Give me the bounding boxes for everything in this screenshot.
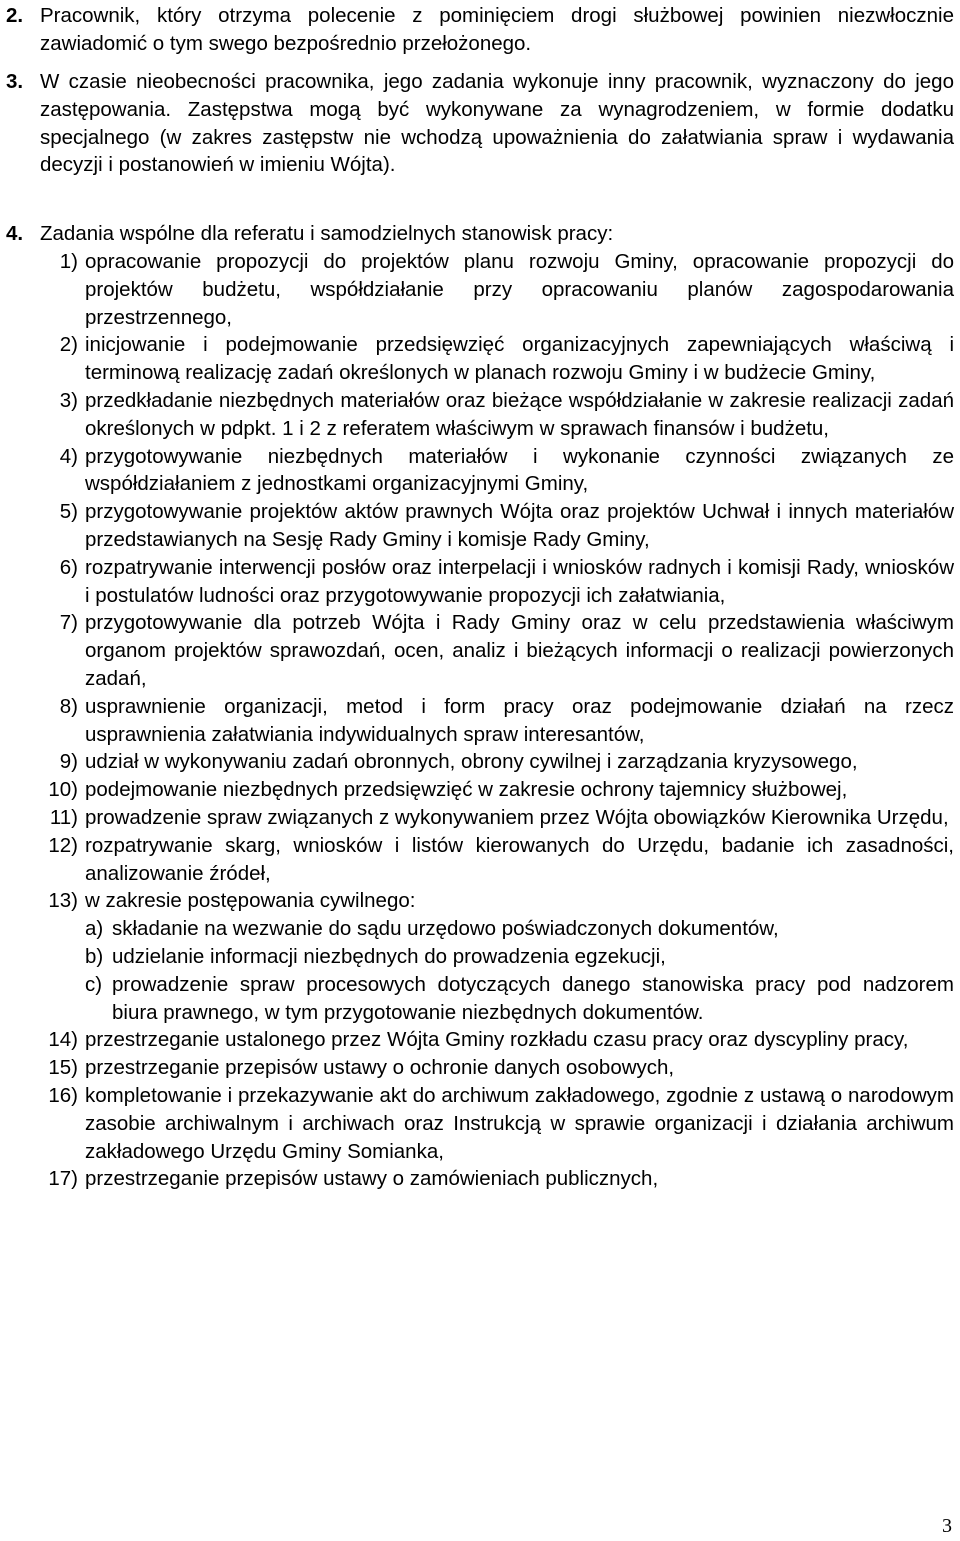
list-item-number: 2) <box>59 333 78 357</box>
list-item-number: 3) <box>59 388 78 412</box>
list-item-number: 16) <box>48 1083 78 1107</box>
list-item-number: 5) <box>59 500 78 524</box>
sub-list-item-letter: b) <box>85 944 104 968</box>
sub-list-item <box>0 915 954 943</box>
list-item-text: udział w wykonywaniu zadań obronnych, obrony cywilnej i zarządzania kryzysowego, <box>85 750 858 774</box>
paragraph-text: Pracownik, który otrzyma polecenie z pominięciem drogi służbowej powinien niezwłocznie zawiadomić o tym swego bezpośrednio przełożonego. <box>40 4 954 55</box>
list-item-number: 11) <box>49 805 78 829</box>
paragraph-2 <box>6 2 954 58</box>
list-item-text: prowadzenie spraw związanych z wykonywaniem przez Wójta obowiązków Kierownika Urzędu, <box>85 805 949 829</box>
sub-list-item-letter: a) <box>85 917 104 941</box>
list-item <box>0 498 954 554</box>
list-item <box>0 387 954 443</box>
list-item-text: przygotowywanie niezbędnych materiałów i wykonanie czynności związanych ze współdziałaniem z jednostkami organizacyjnymi Gminy, <box>85 444 954 496</box>
task-list <box>0 248 954 1193</box>
list-item-text: opracowanie propozycji do projektów planu rozwoju Gminy, opracowanie propozycji do projektów budżetu, współdziałanie przy opracowaniu planów zagospodarowania przestrzennego, <box>85 250 954 329</box>
list-item <box>0 1054 954 1082</box>
list-item <box>0 248 954 331</box>
list-item-text: przestrzeganie przepisów ustawy o ochronie danych osobowych, <box>85 1056 675 1080</box>
list-item <box>0 1026 954 1054</box>
paragraph-number: 4. <box>6 222 24 245</box>
list-item-number: 7) <box>59 611 78 635</box>
sub-list-item <box>0 943 954 971</box>
list-item-number: 6) <box>59 555 78 579</box>
list-item-text: usprawnienie organizacji, metod i form pracy oraz podejmowanie działań na rzecz usprawnienia załatwiania indywidualnych spraw interesantów, <box>85 694 954 746</box>
list-item-number: 12) <box>48 833 78 857</box>
list-item-text: rozpatrywanie skarg, wniosków i listów kierowanych do Urzędu, badanie ich zasadności, analizowanie źródeł, <box>85 833 954 885</box>
list-item <box>0 748 954 776</box>
list-item-number: 8) <box>59 694 78 718</box>
sub-list-item-letter: c) <box>85 972 103 996</box>
list-item <box>0 1165 954 1193</box>
list-item <box>0 331 954 387</box>
list-item-text: przestrzeganie ustalonego przez Wójta Gminy rozkładu czasu pracy oraz dyscypliny pracy, <box>85 1028 909 1052</box>
list-item-number: 9) <box>59 750 78 774</box>
list-item-number: 13) <box>48 889 78 913</box>
list-item-number: 1) <box>59 250 78 273</box>
sub-list-item-text: prowadzenie spraw procesowych dotyczących danego stanowiska pracy pod nadzorem biura prawnego, w tym przygotowanie niezbędnych dokumentów. <box>112 972 954 1024</box>
list-item-text: inicjowanie i podejmowanie przedsięwzięć organizacyjnych zapewniających właściwą i terminową realizację zadań określonych w planach rozwoju Gminy i w budżecie Gminy, <box>85 333 954 385</box>
page-number: 3 <box>942 1515 952 1537</box>
list-item <box>0 693 954 749</box>
list-item-number: 4) <box>59 444 78 468</box>
list-item <box>0 804 954 832</box>
list-item-text: podejmowanie niezbędnych przedsięwzięć w zakresie ochrony tajemnicy służbowej, <box>85 778 848 802</box>
list-item <box>0 554 954 610</box>
list-item <box>0 776 954 804</box>
paragraph-4 <box>6 220 954 248</box>
paragraph-text: W czasie nieobecności pracownika, jego zadania wykonuje inny pracownik, wyznaczony do jego zastępowania. Zastępstwa mogą być wykonywane za wynagrodzeniem, w formie dodatku specjalnego (w zakres zastępstw nie wchodzą upoważnienia do załatwiania spraw i wydawania decyzji i postanowień w imieniu Wójta). <box>40 70 954 177</box>
list-item-text: przestrzeganie przepisów ustawy o zamówieniach publicznych, <box>85 1167 659 1191</box>
list-item-number: 14) <box>48 1028 78 1052</box>
sub-list-item-text: składanie na wezwanie do sądu urzędowo poświadczonych dokumentów, <box>112 917 779 941</box>
list-item-number: 15) <box>48 1056 78 1080</box>
list-item-text: przygotowywanie projektów aktów prawnych Wójta oraz projektów Uchwał i innych materiałów przedstawianych na Sesję Rady Gminy i komisje Rady Gminy, <box>85 500 954 551</box>
list-item <box>0 609 954 692</box>
paragraph-number: 2. <box>6 4 24 27</box>
paragraph-number: 3. <box>6 70 24 93</box>
list-item <box>0 443 954 499</box>
list-item-text: rozpatrywanie interwencji posłów oraz interpelacji i wniosków radnych i komisji Rady, wniosków i postulatów ludności oraz przygotowywanie propozycji ich załatwiania, <box>85 555 954 607</box>
list-item <box>0 887 954 915</box>
list-item-text: przygotowywanie dla potrzeb Wójta i Rady Gminy oraz w celu przedstawienia właściwym organom projektów sprawozdań, ocen, analiz i bieżących informacji o realizacji powierzonych zadań, <box>85 611 954 690</box>
list-item-text: przedkładanie niezbędnych materiałów oraz bieżące współdziałanie w zakresie realizacji zadań określonych w pdpkt. 1 i 2 z referatem właściwym w sprawach finansów i budżetu, <box>85 388 954 440</box>
list-item <box>0 832 954 888</box>
list-item-text: w zakresie postępowania cywilnego: <box>85 889 416 913</box>
sub-list-item-text: udzielanie informacji niezbędnych do prowadzenia egzekucji, <box>112 944 666 968</box>
list-item-text: kompletowanie i przekazywanie akt do archiwum zakładowego, zgodnie z ustawą o narodowym zasobie archiwalnym i archiwach oraz Instrukcją w sprawie organizacji i działania archiwum zakładowego Urzędu Gminy Somianka, <box>85 1083 954 1163</box>
list-item-number: 17) <box>48 1167 78 1191</box>
paragraph-text: Zadania wspólne dla referatu i samodzielnych stanowisk pracy: <box>40 222 614 245</box>
list-item <box>0 1082 954 1165</box>
paragraph-3 <box>6 68 954 179</box>
sub-list-item <box>0 971 954 1027</box>
list-item-number: 10) <box>48 778 78 802</box>
